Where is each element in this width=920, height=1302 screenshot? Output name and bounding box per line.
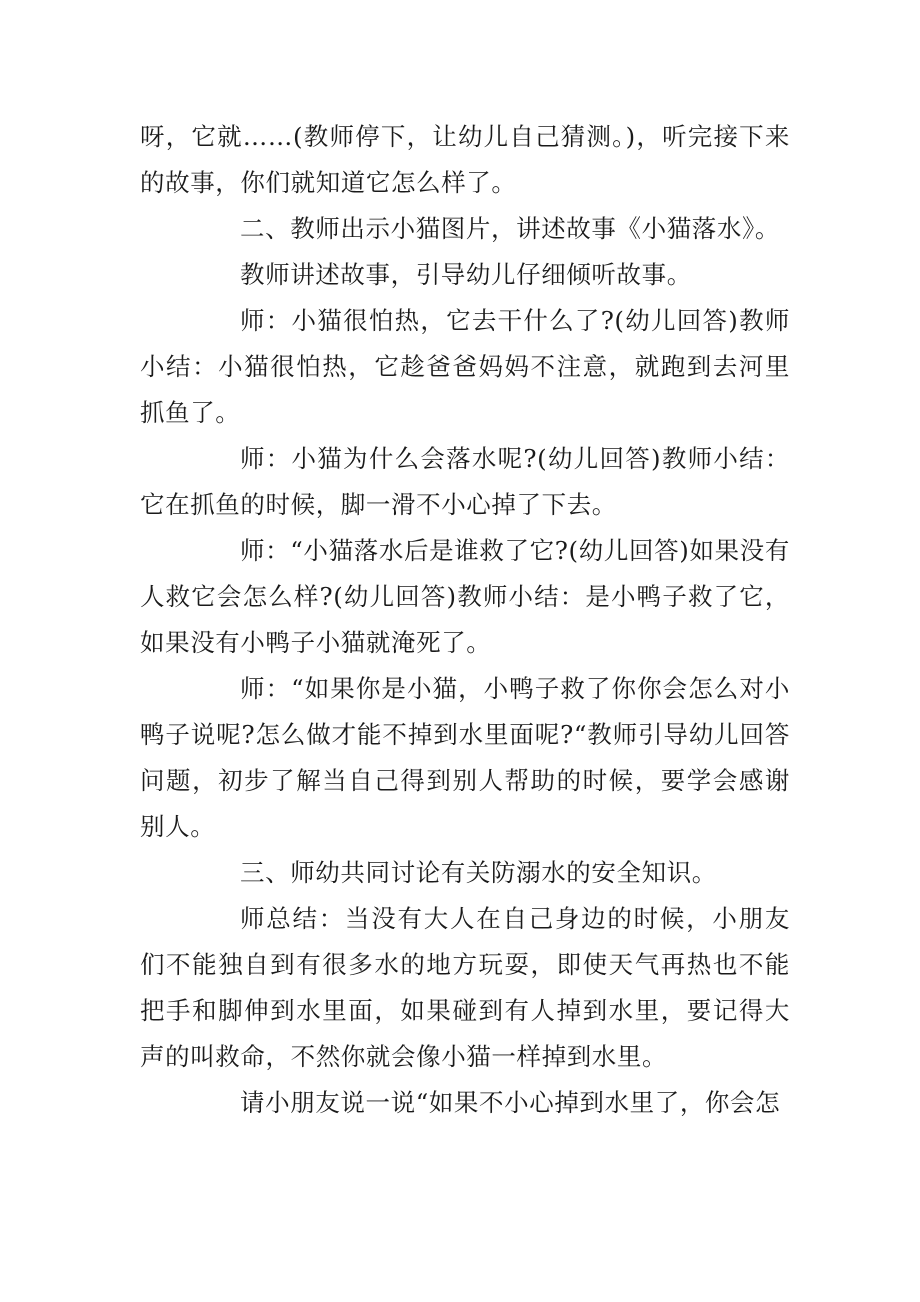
paragraph-10: 请小朋友说一说“如果不小心掉到水里了，你会怎 [240, 1088, 781, 1117]
paragraph-1: 呀，它就……(教师停下，让幼儿自己猜测。)，听完接下来的故事，你们就知道它怎么样了。 [140, 122, 790, 197]
document-body [140, 114, 790, 1126]
paragraph-8: 三、师幼共同讨论有关防溺水的安全知识。 [240, 858, 717, 887]
paragraph-9: 师总结：当没有大人在自己身边的时候，小朋友们不能独自到有很多水的地方玩耍，即使天气再热也不能把手和脚伸到水里面，如果碰到有人掉到水里，要记得大声的叫救命，不然你就会像小猫一样掉到水里。 [140, 904, 790, 1071]
paragraph-4: 师：小猫很怕热，它去干什么了?(幼儿回答)教师小结：小猫很怕热，它趁爸爸妈妈不注意，就跑到去河里抓鱼了。 [140, 306, 790, 427]
paragraph-6: 师：“小猫落水后是谁救了它?(幼儿回答)如果没有人救它会怎么样?(幼儿回答)教师小结：是小鸭子救了它，如果没有小鸭子小猫就淹死了。 [140, 536, 790, 657]
paragraph-3: 教师讲述故事，引导幼儿仔细倾听故事。 [240, 260, 692, 289]
paragraph-5: 师：小猫为什么会落水呢?(幼儿回答)教师小结：它在抓鱼的时候，脚一滑不小心掉了下去。 [140, 444, 790, 519]
paragraph-2: 二、教师出示小猫图片，讲述故事《小猫落水》。 [240, 214, 780, 243]
paragraph-7: 师：“如果你是小猫，小鸭子救了你你会怎么对小鸭子说呢?怎么做才能不掉到水里面呢?“教师引导幼儿回答问题，初步了解当自己得到别人帮助的时候，要学会感谢别人。 [140, 674, 790, 841]
